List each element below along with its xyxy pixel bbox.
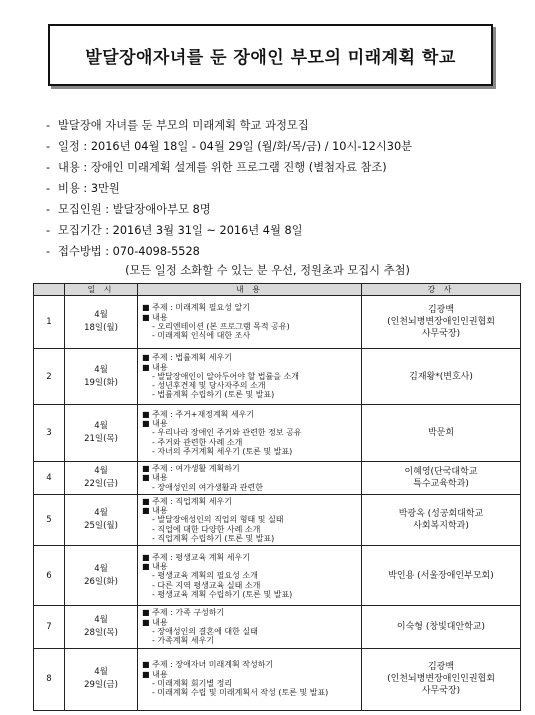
session-number: 5 bbox=[34, 494, 65, 545]
session-lecturer bbox=[362, 546, 521, 606]
session-content bbox=[138, 648, 362, 710]
content-line: ■ 주제 : 법률계획 세우기 bbox=[142, 353, 232, 363]
content-line: ■ 내용 bbox=[142, 473, 168, 483]
content-line: ■ 주제 : 가족 구성하기 bbox=[142, 608, 225, 618]
date-text: 29일(금) bbox=[84, 680, 118, 691]
selection-notice: (모든 일정 소화할 수 있는 분 우선, 정원초과 모집시 추첨) bbox=[125, 264, 410, 277]
date-text: 4월 bbox=[94, 563, 108, 574]
info-line: - 모집기간 : 2016년 3월 31일 ~ 2016년 4월 8일 bbox=[46, 224, 303, 237]
date-text: 4월 bbox=[94, 421, 108, 431]
content-line: ■ 주제 : 여가생활 계획하기 bbox=[142, 464, 240, 473]
date-text: 25일(월) bbox=[84, 521, 118, 532]
schedule-table bbox=[33, 283, 521, 711]
table-row bbox=[34, 462, 521, 495]
session-date bbox=[65, 546, 138, 606]
info-line: - 모집인원 : 발달장애아부모 8명 bbox=[46, 203, 211, 216]
date-text: 4월 bbox=[94, 310, 108, 320]
session-number: 7 bbox=[34, 606, 65, 648]
content-line: - 장애성인의 결혼에 대한 실태 bbox=[152, 626, 258, 636]
table-row bbox=[34, 349, 521, 405]
content-line: - 법률계획 수립하기 (토론 및 발표) bbox=[152, 390, 275, 400]
date-text: 4월 bbox=[94, 667, 108, 678]
table-row bbox=[34, 606, 521, 648]
info-line: - 일정 : 2016년 04월 18일 - 04월 29일 (월/화/목/금) / 10시-12시30분 bbox=[46, 140, 413, 153]
session-content bbox=[138, 462, 362, 495]
content-line: - 발달장애성인의 직업의 형태 및 실태 bbox=[152, 515, 284, 525]
content-line: ■ 내용 bbox=[142, 617, 168, 627]
content-line: - 미래계획 수립 및 미래계획서 작성 (토론 및 발표) bbox=[152, 688, 329, 698]
content-line: ■ 주제 : 미래계획 필요성 알기 bbox=[142, 303, 250, 313]
info-line: - 내용 : 장애인 미래계획 설계를 위한 프로그램 진행 (별첨자료 참조) bbox=[46, 161, 387, 174]
date-text: 28일(목) bbox=[84, 627, 118, 638]
lecturer-line: 이혜영(단국대학교 bbox=[404, 466, 478, 477]
content-line: ■ 주제 : 평생교육 계획 세우기 bbox=[142, 552, 250, 562]
lecturer-line: (인천뇌병변장애인인권협회 bbox=[387, 317, 495, 327]
table-header-row bbox=[34, 284, 521, 296]
date-text: 4월 bbox=[94, 364, 108, 375]
content-line: - 발달장애인이 알아두어야 할 법률을 소개 bbox=[152, 371, 299, 381]
content-line: - 자녀의 주거계획 세우기 (토론 및 발표) bbox=[152, 446, 293, 456]
session-lecturer bbox=[362, 494, 521, 545]
content-line: ■ 내용 bbox=[142, 312, 168, 322]
session-date bbox=[65, 296, 138, 349]
date-text: 4월 bbox=[94, 614, 108, 625]
info-line: - 발달장애 자녀를 둔 부모의 미래계획 학교 과정모집 bbox=[46, 119, 309, 132]
session-lecturer bbox=[362, 296, 521, 349]
lecturer-line: 김재왕*(변호사) bbox=[409, 371, 473, 382]
session-content bbox=[138, 494, 362, 545]
date-text: 4월 bbox=[94, 465, 108, 476]
table-row bbox=[34, 494, 521, 545]
session-date bbox=[65, 462, 138, 495]
table-row bbox=[34, 546, 521, 606]
lecturer-line: 사무국장) bbox=[421, 686, 461, 697]
content-line: - 미래계획 인식에 대한 조사 bbox=[152, 331, 251, 341]
date-text: 19일(화) bbox=[84, 377, 118, 388]
session-number: 3 bbox=[34, 405, 65, 462]
lecturer-line: 박광옥 (성공회대학교 bbox=[398, 509, 484, 520]
date-text: 18일(월) bbox=[84, 323, 118, 333]
table-row bbox=[34, 648, 521, 710]
header-date: 일 시 bbox=[65, 284, 138, 296]
header-lecturer: 강 사 bbox=[362, 284, 521, 296]
session-content bbox=[138, 546, 362, 606]
session-number: 1 bbox=[34, 296, 65, 349]
content-line: ■ 내용 bbox=[142, 362, 168, 372]
date-text: 26일(화) bbox=[84, 576, 118, 587]
lecturer-line: 박문희 bbox=[427, 428, 455, 438]
lecturer-line: 이숙형 (창빛대안학교) bbox=[396, 621, 486, 632]
content-line: - 평생교육 계획 수립하기 (토론 및 발표) bbox=[152, 589, 293, 599]
content-line: ■ 내용 bbox=[142, 669, 168, 679]
content-line: - 가족계획 세우기 bbox=[152, 636, 215, 646]
session-content bbox=[138, 349, 362, 405]
session-lecturer bbox=[362, 606, 521, 648]
session-date bbox=[65, 349, 138, 405]
content-line: - 오리엔테이션 (본 프로그램 목적 공유) bbox=[152, 322, 290, 331]
content-line: ■ 주제 : 주거+재정계획 세우기 bbox=[142, 409, 255, 419]
content-line: - 장애성인의 여가생활과 관련한 bbox=[152, 482, 263, 492]
date-text: 22일(금) bbox=[84, 478, 118, 489]
content-line: - 성년후견제 및 당사자주의 소개 bbox=[152, 381, 266, 391]
session-lecturer bbox=[362, 462, 521, 495]
content-line: - 직업계획 수립하기 (토론 및 발표) bbox=[152, 534, 275, 544]
info-line: - 비용 : 3만원 bbox=[46, 182, 120, 195]
lecturer-line: 김광백 bbox=[427, 662, 455, 673]
session-content bbox=[138, 606, 362, 648]
content-line: ■ 내용 bbox=[142, 561, 168, 571]
session-content bbox=[138, 296, 362, 349]
date-text: 4월 bbox=[94, 508, 108, 519]
lecturer-line: 박인용 (서울장애인부모회) bbox=[388, 570, 494, 581]
content-line: - 우리나라 장애인 주거와 관련한 정보 공유 bbox=[152, 428, 302, 438]
info-list bbox=[46, 115, 516, 262]
page-title: 발달장애자녀를 둔 장애인 부모의 미래계획 학교 bbox=[48, 24, 493, 86]
session-number: 4 bbox=[34, 462, 65, 495]
content-line: ■ 주제 : 직업계획 세우기 bbox=[142, 496, 232, 506]
content-line: ■ 내용 bbox=[142, 419, 168, 429]
session-lecturer bbox=[362, 349, 521, 405]
content-line: - 직업에 대한 다양한 사례 소개 bbox=[152, 524, 261, 534]
session-date bbox=[65, 494, 138, 545]
header-no bbox=[34, 284, 65, 296]
content-line: ■ 내용 bbox=[142, 506, 168, 516]
date-text: 21일(목) bbox=[84, 434, 118, 444]
lecturer-line: 사무국장) bbox=[421, 329, 461, 339]
lecturer-line: 김광백 bbox=[427, 305, 455, 315]
lecturer-line: 특수교육학과) bbox=[413, 478, 469, 489]
header-content: 내 용 bbox=[138, 284, 362, 296]
lecturer-line: 사회복지학과) bbox=[413, 521, 469, 532]
session-date bbox=[65, 648, 138, 710]
session-date bbox=[65, 405, 138, 462]
session-number: 6 bbox=[34, 546, 65, 606]
session-lecturer bbox=[362, 405, 521, 462]
content-line: ■ 주제 : 장애자녀 미래계획 작성하기 bbox=[142, 660, 274, 670]
session-content bbox=[138, 405, 362, 462]
session-date bbox=[65, 606, 138, 648]
session-lecturer bbox=[362, 648, 521, 710]
session-number: 2 bbox=[34, 349, 65, 405]
table-row bbox=[34, 296, 521, 349]
content-line: - 주거와 관련한 사례 소개 bbox=[152, 437, 243, 447]
lecturer-line: (인천뇌병변장애인인권협회 bbox=[387, 674, 495, 685]
content-line: - 미래계획 회기별 정리 bbox=[152, 679, 233, 689]
content-line: - 평생교육 계획의 필요성 소개 bbox=[152, 571, 258, 581]
content-line: - 다른 지역 평생교육 실태 소개 bbox=[152, 580, 261, 590]
table-row bbox=[34, 405, 521, 462]
info-line: - 접수방법 : 070-4098-5528 bbox=[46, 245, 200, 258]
session-number: 8 bbox=[34, 648, 65, 710]
